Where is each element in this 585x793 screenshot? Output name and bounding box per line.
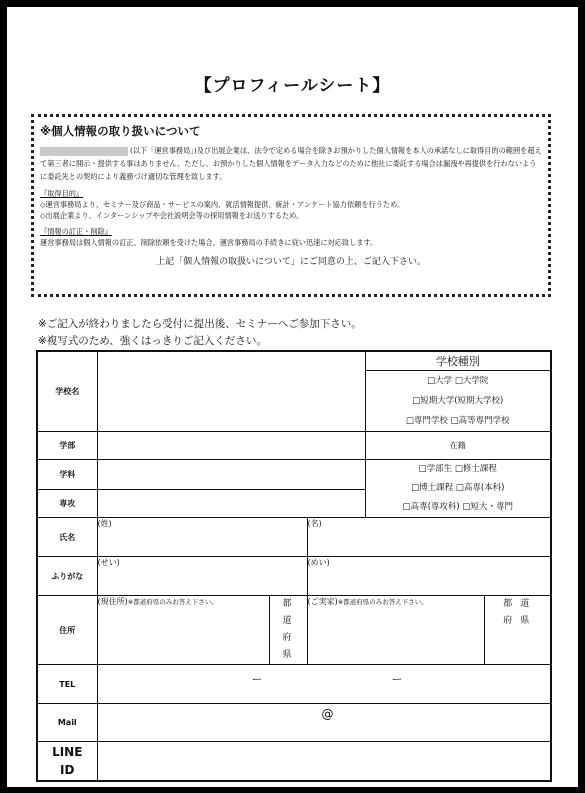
profile-form bbox=[36, 350, 552, 782]
enrollment-header: 在籍 bbox=[365, 432, 551, 460]
carbon-copy-note: ※複写式のため、強くはっきりご記入ください。 bbox=[38, 335, 267, 347]
faculty-label: 学部 bbox=[37, 432, 97, 460]
current-prefecture-suffix bbox=[269, 596, 307, 665]
tel-separator: ー bbox=[251, 673, 263, 686]
current-address-label: (現住所) bbox=[97, 597, 128, 606]
consent-statement: 上記「個人情報の取扱いについて」にご同意の上、ご記入下さい。 bbox=[156, 257, 426, 267]
current-address-field[interactable] bbox=[97, 596, 269, 665]
prefecture-hint: ※都道府県のみお答え下さい。 bbox=[127, 598, 218, 606]
surname-field[interactable] bbox=[97, 518, 307, 557]
prefecture-hint: ※都道府県のみお答え下さい。 bbox=[337, 598, 428, 606]
redacted-organizer-name bbox=[40, 147, 128, 156]
purpose-item: ◇運営事務局より、セミナー及び商品・サービスの案内、就活情報提供、統計・アンケート協力依頼を行うため。 bbox=[40, 200, 405, 209]
pref-suffix-top: 都道 bbox=[282, 599, 300, 626]
school-name-field[interactable] bbox=[97, 351, 365, 432]
pref-suffix-bottom: 府県 bbox=[503, 616, 538, 626]
school-type-header: 学校種別 bbox=[366, 352, 551, 371]
given-name-hint: (名) bbox=[307, 519, 322, 528]
surname-kana-field[interactable] bbox=[97, 557, 307, 596]
mail-label: Mail bbox=[37, 704, 97, 742]
school-type-option-row[interactable]: □専門学校 □高等専門学校 bbox=[405, 416, 510, 426]
major-field[interactable] bbox=[97, 489, 365, 518]
enrollment-option-row[interactable]: □博士課程 □高専(本科) bbox=[411, 483, 505, 493]
page-title: 【プロフィールシート】 bbox=[194, 76, 391, 96]
faculty-field[interactable] bbox=[97, 432, 365, 460]
given-name-field[interactable] bbox=[307, 518, 551, 557]
home-prefecture-suffix bbox=[484, 596, 551, 665]
purpose-heading: 『取得目的』 bbox=[40, 189, 84, 198]
correction-heading: 『情報の訂正・削除』 bbox=[40, 227, 112, 236]
department-label: 学科 bbox=[37, 460, 97, 490]
surname-hint: (姓) bbox=[97, 519, 112, 528]
home-address-label: (ご実家) bbox=[307, 597, 338, 606]
address-label: 住所 bbox=[37, 596, 97, 665]
privacy-body-para bbox=[40, 144, 542, 183]
given-name-kana-field[interactable] bbox=[307, 557, 551, 596]
tel-label: TEL bbox=[37, 665, 97, 704]
line-id-label bbox=[37, 742, 97, 781]
name-label: 氏名 bbox=[37, 518, 97, 557]
enrollment-cell bbox=[365, 460, 551, 518]
tel-field[interactable] bbox=[97, 665, 551, 704]
department-field[interactable] bbox=[97, 460, 365, 490]
tel-separator: ー bbox=[391, 673, 403, 686]
school-type-option-row[interactable]: □短期大学(短期大学校) bbox=[412, 396, 504, 406]
pref-suffix-top: 都道 bbox=[503, 599, 538, 609]
profile-sheet bbox=[7, 7, 578, 787]
furigana-label: ふりがな bbox=[37, 557, 97, 596]
line-id-field[interactable] bbox=[97, 742, 551, 781]
enrollment-option-row[interactable]: □学部生 □修士課程 bbox=[418, 464, 497, 474]
privacy-heading: ※個人情報の取り扱いについて bbox=[40, 124, 201, 138]
school-type-cell bbox=[365, 351, 551, 432]
pref-suffix-bottom: 府県 bbox=[282, 633, 300, 660]
submission-note: ※ご記入が終わりましたら受付に提出後、セミナーへご参加下さい。 bbox=[38, 318, 362, 330]
privacy-notice-box bbox=[31, 114, 551, 297]
school-name-label: 学校名 bbox=[37, 351, 97, 432]
major-label: 専攻 bbox=[37, 489, 97, 518]
school-type-option-row[interactable]: □大学 □大学院 bbox=[427, 376, 489, 386]
line-label: LINE bbox=[52, 744, 83, 759]
mail-field[interactable] bbox=[97, 704, 551, 742]
at-sign: @ bbox=[321, 707, 334, 721]
correction-body: 運営事務局は個人情報の訂正、削除依頼を受けた場合、運営事務局の手続きに従い迅速に対応致します。 bbox=[40, 238, 378, 247]
privacy-body: (以下「運営事務局」)及び出展企業は、法令で定める場合を除きお預かりした個人情報を本人の承諾なしに取得目的の範囲を超えて第三者に開示・提供する事はありません。ただし、お預かりした個人情報をデータ入力などのために他社に委託する場合は漏洩や再提供を行わないように委託先との契約により義務づけ適切な管理を致します。 bbox=[40, 146, 542, 181]
enrollment-option-row[interactable]: □高専(専攻科) □短大・専門 bbox=[402, 502, 513, 512]
given-name-kana-hint: (めい) bbox=[307, 558, 330, 567]
purpose-item: ◇出展企業より、インターンシップや会社説明会等の採用情報をお送りするため。 bbox=[40, 211, 304, 220]
surname-kana-hint: (せい) bbox=[97, 558, 120, 567]
home-address-field[interactable] bbox=[307, 596, 484, 665]
id-label: ID bbox=[60, 762, 75, 777]
